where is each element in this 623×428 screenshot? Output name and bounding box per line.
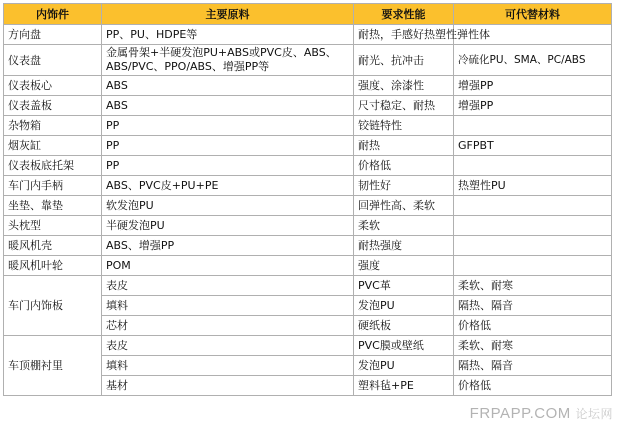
cell-performance: 韧性好 [354,176,454,196]
cell-alternative: 价格低 [454,376,612,396]
cell-material: ABS、PVC皮+PU+PE [102,176,354,196]
header-row [4,4,612,25]
cell-performance: 塑料毡+PE [354,376,454,396]
table-row [4,45,612,76]
cell-material: ABS、增强PP [102,236,354,256]
cell-material: 表皮 [102,276,354,296]
table-row [4,276,612,296]
cell-alternative: 隔热、隔音 [454,356,612,376]
table-row [4,136,612,156]
table-row [4,216,612,236]
cell-performance: PVC革 [354,276,454,296]
cell-material: PP [102,136,354,156]
cell-alternative: GFPBT [454,136,612,156]
cell-material: ABS [102,76,354,96]
cell-performance: 耐光、抗冲击 [354,45,454,76]
cell-performance: 发泡PU [354,296,454,316]
cell-material: 软发泡PU [102,196,354,216]
table-row [4,96,612,116]
cell-material: 填料 [102,356,354,376]
watermark-main: FRPAPP.COM [469,405,571,422]
cell-alternative: 增强PP [454,96,612,116]
cell-material: 基材 [102,376,354,396]
header-part: 内饰件 [4,4,102,25]
cell-material: PP [102,116,354,136]
cell-part: 仪表板心 [4,76,102,96]
watermark [470,405,613,422]
table-header [4,4,612,25]
cell-alternative: 热塑性PU [454,176,612,196]
cell-performance: 发泡PU [354,356,454,376]
cell-performance: PVC膜或壁纸 [354,336,454,356]
cell-alternative [454,156,612,176]
cell-alternative [454,236,612,256]
cell-material: 芯材 [102,316,354,336]
cell-part: 杂物箱 [4,116,102,136]
table-row [4,25,612,45]
table-row [4,176,612,196]
cell-part: 方向盘 [4,25,102,45]
cell-alternative: 柔软、耐寒 [454,336,612,356]
header-performance: 要求性能 [354,4,454,25]
cell-alternative: 价格低 [454,316,612,336]
cell-material: PP [102,156,354,176]
cell-part: 头枕型 [4,216,102,236]
cell-performance: 柔软 [354,216,454,236]
header-material: 主要原料 [102,4,354,25]
cell-material: POM [102,256,354,276]
cell-part: 车门内手柄 [4,176,102,196]
cell-alternative [454,216,612,236]
cell-performance: 硬纸板 [354,316,454,336]
cell-performance: 尺寸稳定、耐热 [354,96,454,116]
cell-part: 烟灰缸 [4,136,102,156]
cell-alternative [454,256,612,276]
table-row [4,256,612,276]
cell-performance: 铰链特性 [354,116,454,136]
cell-alternative: 柔软、耐寒 [454,276,612,296]
cell-alternative: 隔热、隔音 [454,296,612,316]
table-body [4,25,612,396]
cell-performance: 耐热，手感好热塑性弹性体 [354,25,454,45]
cell-part: 车门内饰板 [4,276,102,336]
cell-material: 表皮 [102,336,354,356]
table-row [4,236,612,256]
cell-performance: 耐热强度 [354,236,454,256]
materials-table [3,3,612,396]
table-row [4,336,612,356]
cell-performance: 强度 [354,256,454,276]
table-row [4,116,612,136]
header-alternative: 可代替材料 [454,4,612,25]
cell-part: 仪表盖板 [4,96,102,116]
cell-part: 仪表板底托架 [4,156,102,176]
cell-performance: 强度、涂漆性 [354,76,454,96]
cell-performance: 耐热 [354,136,454,156]
watermark-suffix: 论坛网 [575,407,613,421]
cell-part: 暖风机壳 [4,236,102,256]
cell-part: 暖风机叶轮 [4,256,102,276]
cell-material: 金属骨架+半硬发泡PU+ABS或PVC皮、ABS、ABS/PVC、PPO/ABS、增强PP等 [102,45,354,76]
cell-part: 仪表盘 [4,45,102,76]
cell-performance: 回弹性高、柔软 [354,196,454,216]
cell-alternative [454,196,612,216]
cell-part: 车顶棚衬里 [4,336,102,396]
cell-alternative: 增强PP [454,76,612,96]
table-row [4,196,612,216]
cell-performance: 价格低 [354,156,454,176]
table-row [4,156,612,176]
cell-material: ABS [102,96,354,116]
cell-alternative: 冷硫化PU、SMA、PC/ABS [454,45,612,76]
cell-material: PP、PU、HDPE等 [102,25,354,45]
cell-material: 填料 [102,296,354,316]
cell-alternative [454,116,612,136]
cell-material: 半硬发泡PU [102,216,354,236]
cell-part: 坐垫、靠垫 [4,196,102,216]
table-row [4,76,612,96]
